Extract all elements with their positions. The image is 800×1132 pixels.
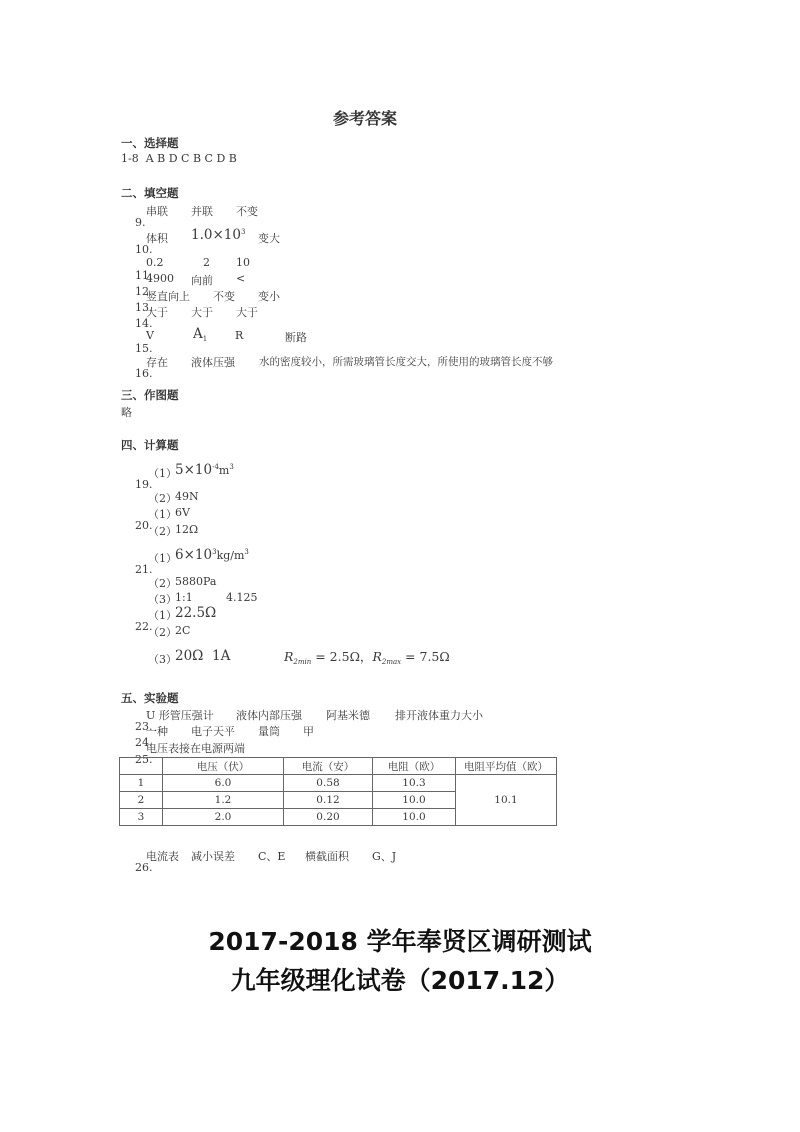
q15-answer-4: 断路	[285, 331, 307, 344]
table-cell: 1	[120, 775, 163, 792]
q16-answer-3: 水的密度较小，所需玻璃管长度交大，所使用的玻璃管长度不够	[259, 356, 553, 368]
q22-part1-label: （1）	[148, 609, 177, 622]
q19-p1-exp: -4	[212, 463, 219, 471]
q26-answer-1: 电流表	[146, 850, 179, 863]
q11-answer-1: 0.2	[146, 256, 164, 269]
q15-answer-2-sub: 1	[202, 335, 208, 343]
q20-number: 20.	[135, 519, 153, 532]
table-header-row	[120, 758, 557, 775]
q21-part3-answer-b: 4.125	[226, 591, 258, 604]
table-header	[120, 758, 163, 775]
choice-answers: 1-8 A B D C B C D B	[121, 152, 237, 165]
q22-eq1-symbol: R	[284, 649, 294, 664]
q19-p1-unit-exp: 3	[229, 463, 234, 471]
q16-answer-1: 存在	[146, 356, 168, 369]
q11-number: 11.	[135, 269, 153, 282]
q23-number: 23.	[135, 720, 153, 733]
q26-number: 26.	[135, 861, 153, 874]
q19-part2-answer: 49N	[175, 490, 199, 503]
q22-part2-label: （2）	[148, 626, 177, 639]
q24-answer-2: 电子天平	[191, 725, 235, 738]
q19-number: 19.	[135, 478, 153, 491]
q24-answer-3: 量筒	[258, 725, 280, 738]
q9-answer-1: 串联	[146, 205, 168, 218]
q21-part1-label: （1）	[148, 552, 177, 565]
q19-part1-answer	[175, 462, 234, 478]
q10-answer-2-exp: 3	[240, 228, 246, 236]
table-cell: 0.20	[284, 809, 373, 826]
q19-part1-label: （1）	[148, 467, 177, 480]
q22-eq2-symbol: R	[372, 649, 382, 664]
q12-number: 12.	[135, 285, 153, 298]
table-header: 电阻平均值（欧）	[456, 758, 557, 775]
table-cell: 2.0	[163, 809, 284, 826]
q25-answer: 电压表接在电源两端	[146, 742, 245, 755]
q21-p1-unit: kg/m	[216, 549, 245, 562]
q21-part2-answer: 5880Pa	[175, 575, 217, 588]
q9-answer-3: 不变	[236, 205, 258, 218]
q26-answer-2: 减小误差	[191, 850, 235, 863]
q10-answer-2	[191, 227, 245, 243]
q22-part1-answer: 22.5Ω	[175, 605, 217, 621]
table-cell: 10.3	[373, 775, 456, 792]
table-cell: 0.12	[284, 792, 373, 809]
q12-answer-3: <	[236, 272, 246, 285]
q23-answer-3: 阿基米德	[326, 709, 370, 722]
q24-number: 24.	[135, 736, 153, 749]
q20-part2-label: （2）	[148, 525, 177, 538]
q22-eq1-sub: 2min	[293, 658, 312, 666]
q16-answer-2: 液体压强	[191, 356, 235, 369]
q22-eq1-value: = 2.5Ω，	[311, 649, 373, 664]
q12-answer-2: 向前	[191, 274, 213, 287]
q16-number: 16.	[135, 367, 153, 380]
q10-number: 10.	[135, 243, 153, 256]
q22-part2-answer: 2C	[175, 624, 191, 637]
q26-answer-4: 横截面积	[305, 850, 349, 863]
q13-number: 13.	[135, 301, 153, 314]
q9-answer-2: 并联	[191, 205, 213, 218]
q20-part1-label: （1）	[148, 508, 177, 521]
q10-answer-1: 体积	[146, 232, 168, 245]
q23-answer-1: U 形管压强计	[146, 709, 214, 722]
q14-answer-3: 大于	[236, 306, 258, 319]
q14-number: 14.	[135, 317, 153, 330]
q21-p1-exp: 3	[212, 548, 217, 556]
q13-answer-1: 竖直向上	[146, 290, 190, 303]
q21-part1-answer	[175, 547, 249, 563]
q9-number: 9.	[135, 216, 146, 229]
q23-answer-2: 液体内部压强	[236, 709, 302, 722]
q10-answer-2-base: 1.0×10	[191, 227, 241, 243]
q11-answer-3: 10	[236, 256, 250, 269]
table-header: 电阻（欧）	[373, 758, 456, 775]
q15-number: 15.	[135, 342, 153, 355]
q21-number: 21.	[135, 563, 153, 576]
table-header: 电压（伏）	[163, 758, 284, 775]
table-cell: 0.58	[284, 775, 373, 792]
q14-answer-1: 大于	[146, 306, 168, 319]
q24-answer-1: 一种	[146, 725, 168, 738]
section-heading-experiment: 五、实验题	[121, 691, 179, 705]
q22-part3-label: （3）	[148, 653, 177, 666]
q15-answer-2-base: A	[193, 326, 203, 342]
answer-key-title: 参考答案	[332, 109, 397, 128]
table-cell: 10.0	[373, 792, 456, 809]
q13-answer-2: 不变	[213, 290, 235, 303]
q22-number: 22.	[135, 620, 153, 633]
measurement-table	[119, 757, 557, 826]
q23-answer-4: 排开液体重力大小	[395, 709, 483, 722]
drawing-answer: 略	[121, 406, 132, 419]
section-heading-calc: 四、计算题	[121, 438, 179, 452]
document-title-line2: 九年级理化试卷（2017.12）	[230, 966, 570, 995]
table-cell: 1.2	[163, 792, 284, 809]
q15-answer-3: R	[235, 329, 244, 342]
average-resistance-cell: 10.1	[456, 775, 557, 826]
q26-answer-5: G、J	[372, 850, 397, 863]
q22-eq2-value: = 7.5Ω	[401, 649, 450, 664]
document-title-line1: 2017-2018 学年奉贤区调研测试	[208, 927, 592, 956]
section-heading-fill: 二、填空题	[121, 186, 179, 200]
q21-part3-answer-a: 1:1	[175, 591, 193, 604]
q21-part2-label: （2）	[148, 577, 177, 590]
q14-answer-2: 大于	[191, 306, 213, 319]
section-heading-choice: 一、选择题	[121, 136, 179, 150]
q26-answer-3: C、E	[258, 850, 286, 863]
q15-answer-1: V	[146, 329, 154, 342]
table-cell: 3	[120, 809, 163, 826]
q21-part3-label: （3）	[148, 593, 177, 606]
q12-answer-1: 4900	[146, 272, 174, 285]
q19-part2-label: （2）	[148, 492, 177, 505]
q13-answer-3: 变小	[258, 290, 280, 303]
table-cell: 6.0	[163, 775, 284, 792]
q22-part3-answer-b: 1A	[212, 648, 231, 664]
table-cell: 2	[120, 792, 163, 809]
table-row	[120, 775, 557, 792]
q15-answer-2	[193, 326, 207, 343]
q21-p1-base: 6×10	[175, 547, 213, 563]
table-header: 电流（安）	[284, 758, 373, 775]
q25-number: 25.	[135, 753, 153, 766]
q22-part3-answer-a: 20Ω	[175, 648, 204, 664]
table-cell: 10.0	[373, 809, 456, 826]
section-heading-drawing: 三、作图题	[121, 388, 179, 402]
q22-equation	[284, 647, 450, 666]
q20-part1-answer: 6V	[175, 506, 190, 519]
q21-p1-unit-exp: 3	[244, 548, 249, 556]
q24-answer-4: 甲	[303, 725, 314, 738]
q22-eq2-sub: 2max	[381, 658, 402, 666]
q19-p1-unit: m	[218, 464, 230, 477]
q19-p1-base: 5×10	[175, 462, 213, 478]
q11-answer-2: 2	[203, 256, 210, 269]
q20-part2-answer: 12Ω	[175, 523, 199, 536]
q10-answer-3: 变大	[258, 232, 280, 245]
